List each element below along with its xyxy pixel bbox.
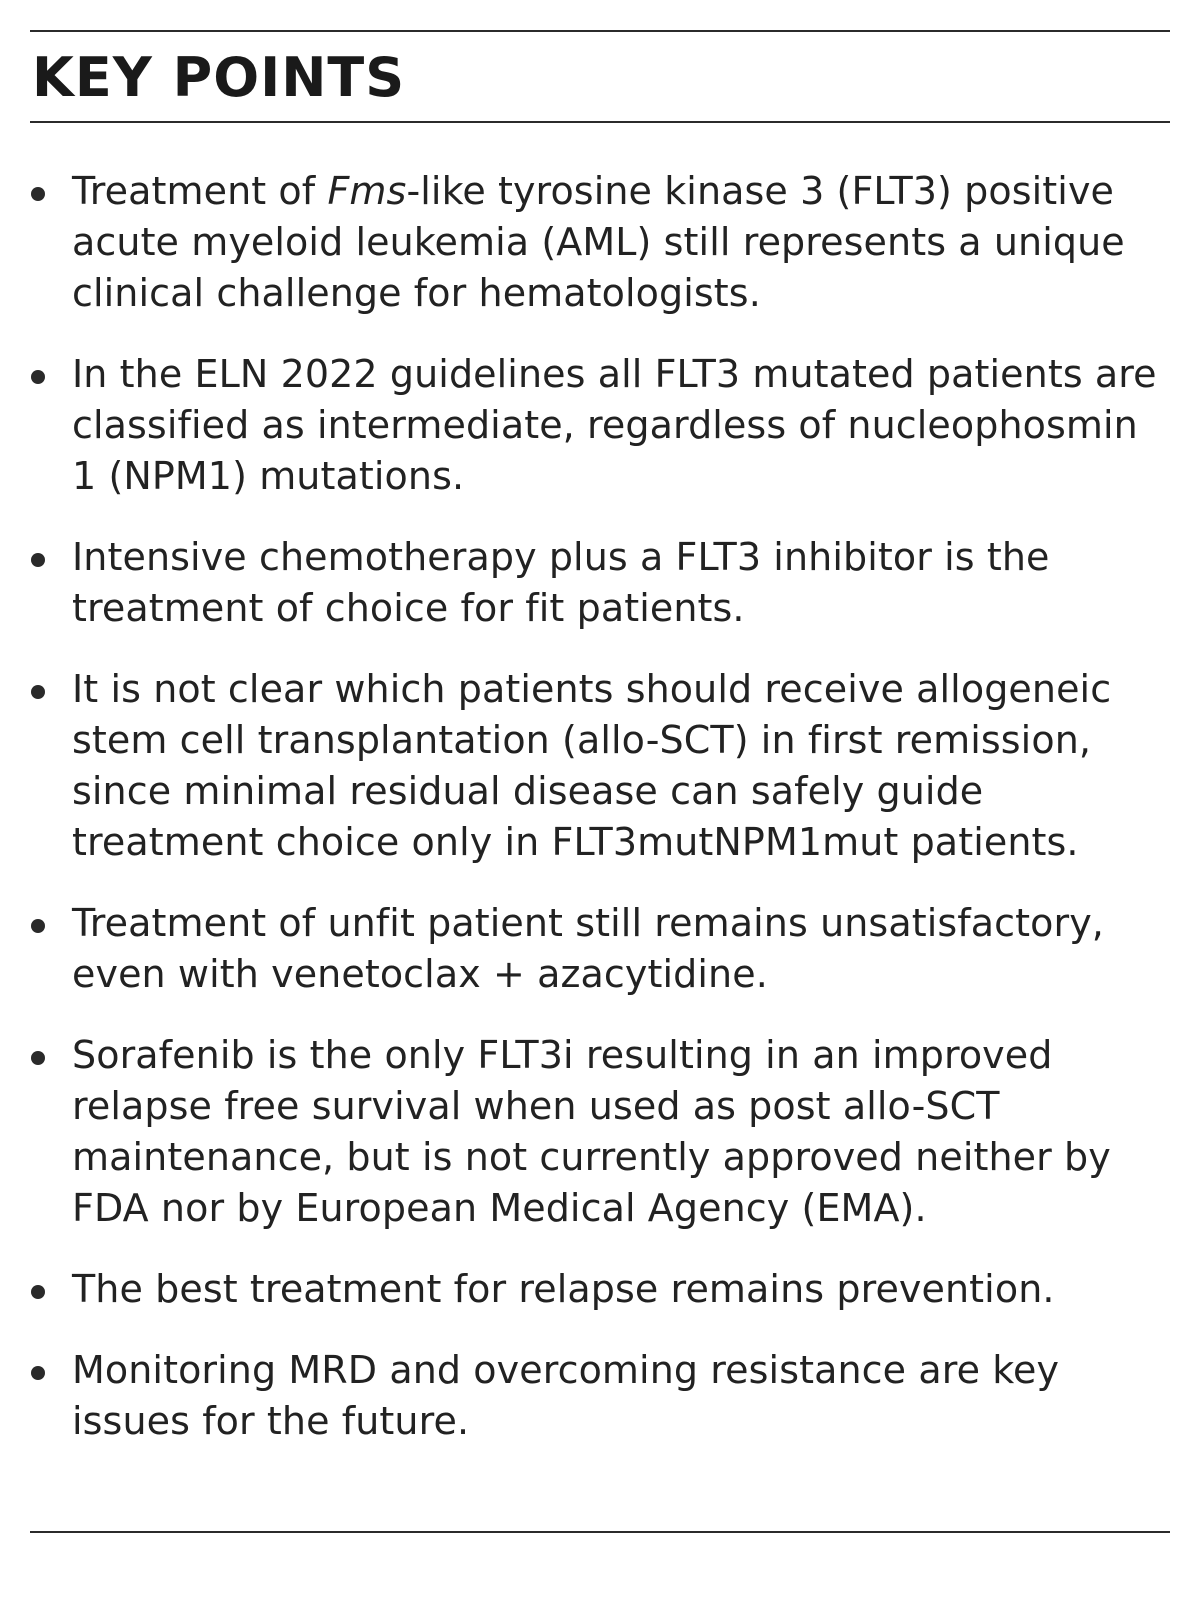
bullet-icon (31, 919, 45, 933)
key-point-text (72, 169, 1125, 315)
bottom-rule (30, 1531, 1170, 1533)
key-point-1 (0, 166, 1200, 319)
key-point-text: Intensive chemotherapy plus a FLT3 inhibitor is the treatment of choice for fit patients. (72, 535, 1050, 630)
key-point-5 (0, 898, 1200, 1000)
key-point-text-rest: -like tyrosine kinase 3 (FLT3) positive acute myeloid leukemia (AML) still represents a unique clinical challenge for hematologists. (72, 169, 1125, 315)
key-points-list (0, 166, 1200, 1477)
bullet-icon (31, 1051, 45, 1065)
key-point-text: It is not clear which patients should receive allogeneic stem cell transplantation (allo-SCT) in first remission, since minimal residual disease can safely guide treatment choice only in FLT3mutNPM1mut patients. (72, 667, 1112, 864)
key-point-8 (0, 1345, 1200, 1447)
key-point-7 (0, 1264, 1200, 1315)
bullet-icon (31, 1366, 45, 1380)
key-point-text: Treatment of unfit patient still remains unsatisfactory, even with venetoclax + azacytidine. (72, 901, 1104, 996)
key-point-text: In the ELN 2022 guidelines all FLT3 mutated patients are classified as intermediate, regardless of nucleophosmin 1 (NPM1) mutations. (72, 352, 1157, 498)
heading-rule (30, 121, 1170, 123)
key-points-heading: KEY POINTS (32, 46, 406, 109)
key-point-3 (0, 532, 1200, 634)
bullet-icon (31, 1285, 45, 1299)
top-rule (30, 30, 1170, 32)
key-point-6 (0, 1030, 1200, 1234)
key-point-text-italic: Fms (327, 169, 407, 213)
key-point-text-lead: Treatment of (72, 169, 328, 213)
key-point-2 (0, 349, 1200, 502)
key-point-4 (0, 664, 1200, 868)
key-point-text: The best treatment for relapse remains prevention. (72, 1267, 1055, 1311)
key-point-text: Monitoring MRD and overcoming resistance are key issues for the future. (72, 1348, 1060, 1443)
key-point-text: Sorafenib is the only FLT3i resulting in an improved relapse free survival when used as post allo-SCT maintenance, but is not currently approved neither by FDA nor by European Medical Agency (EMA). (72, 1033, 1111, 1230)
bullet-icon (31, 685, 45, 699)
bullet-icon (31, 370, 45, 384)
bullet-icon (31, 187, 45, 201)
bullet-icon (31, 553, 45, 567)
